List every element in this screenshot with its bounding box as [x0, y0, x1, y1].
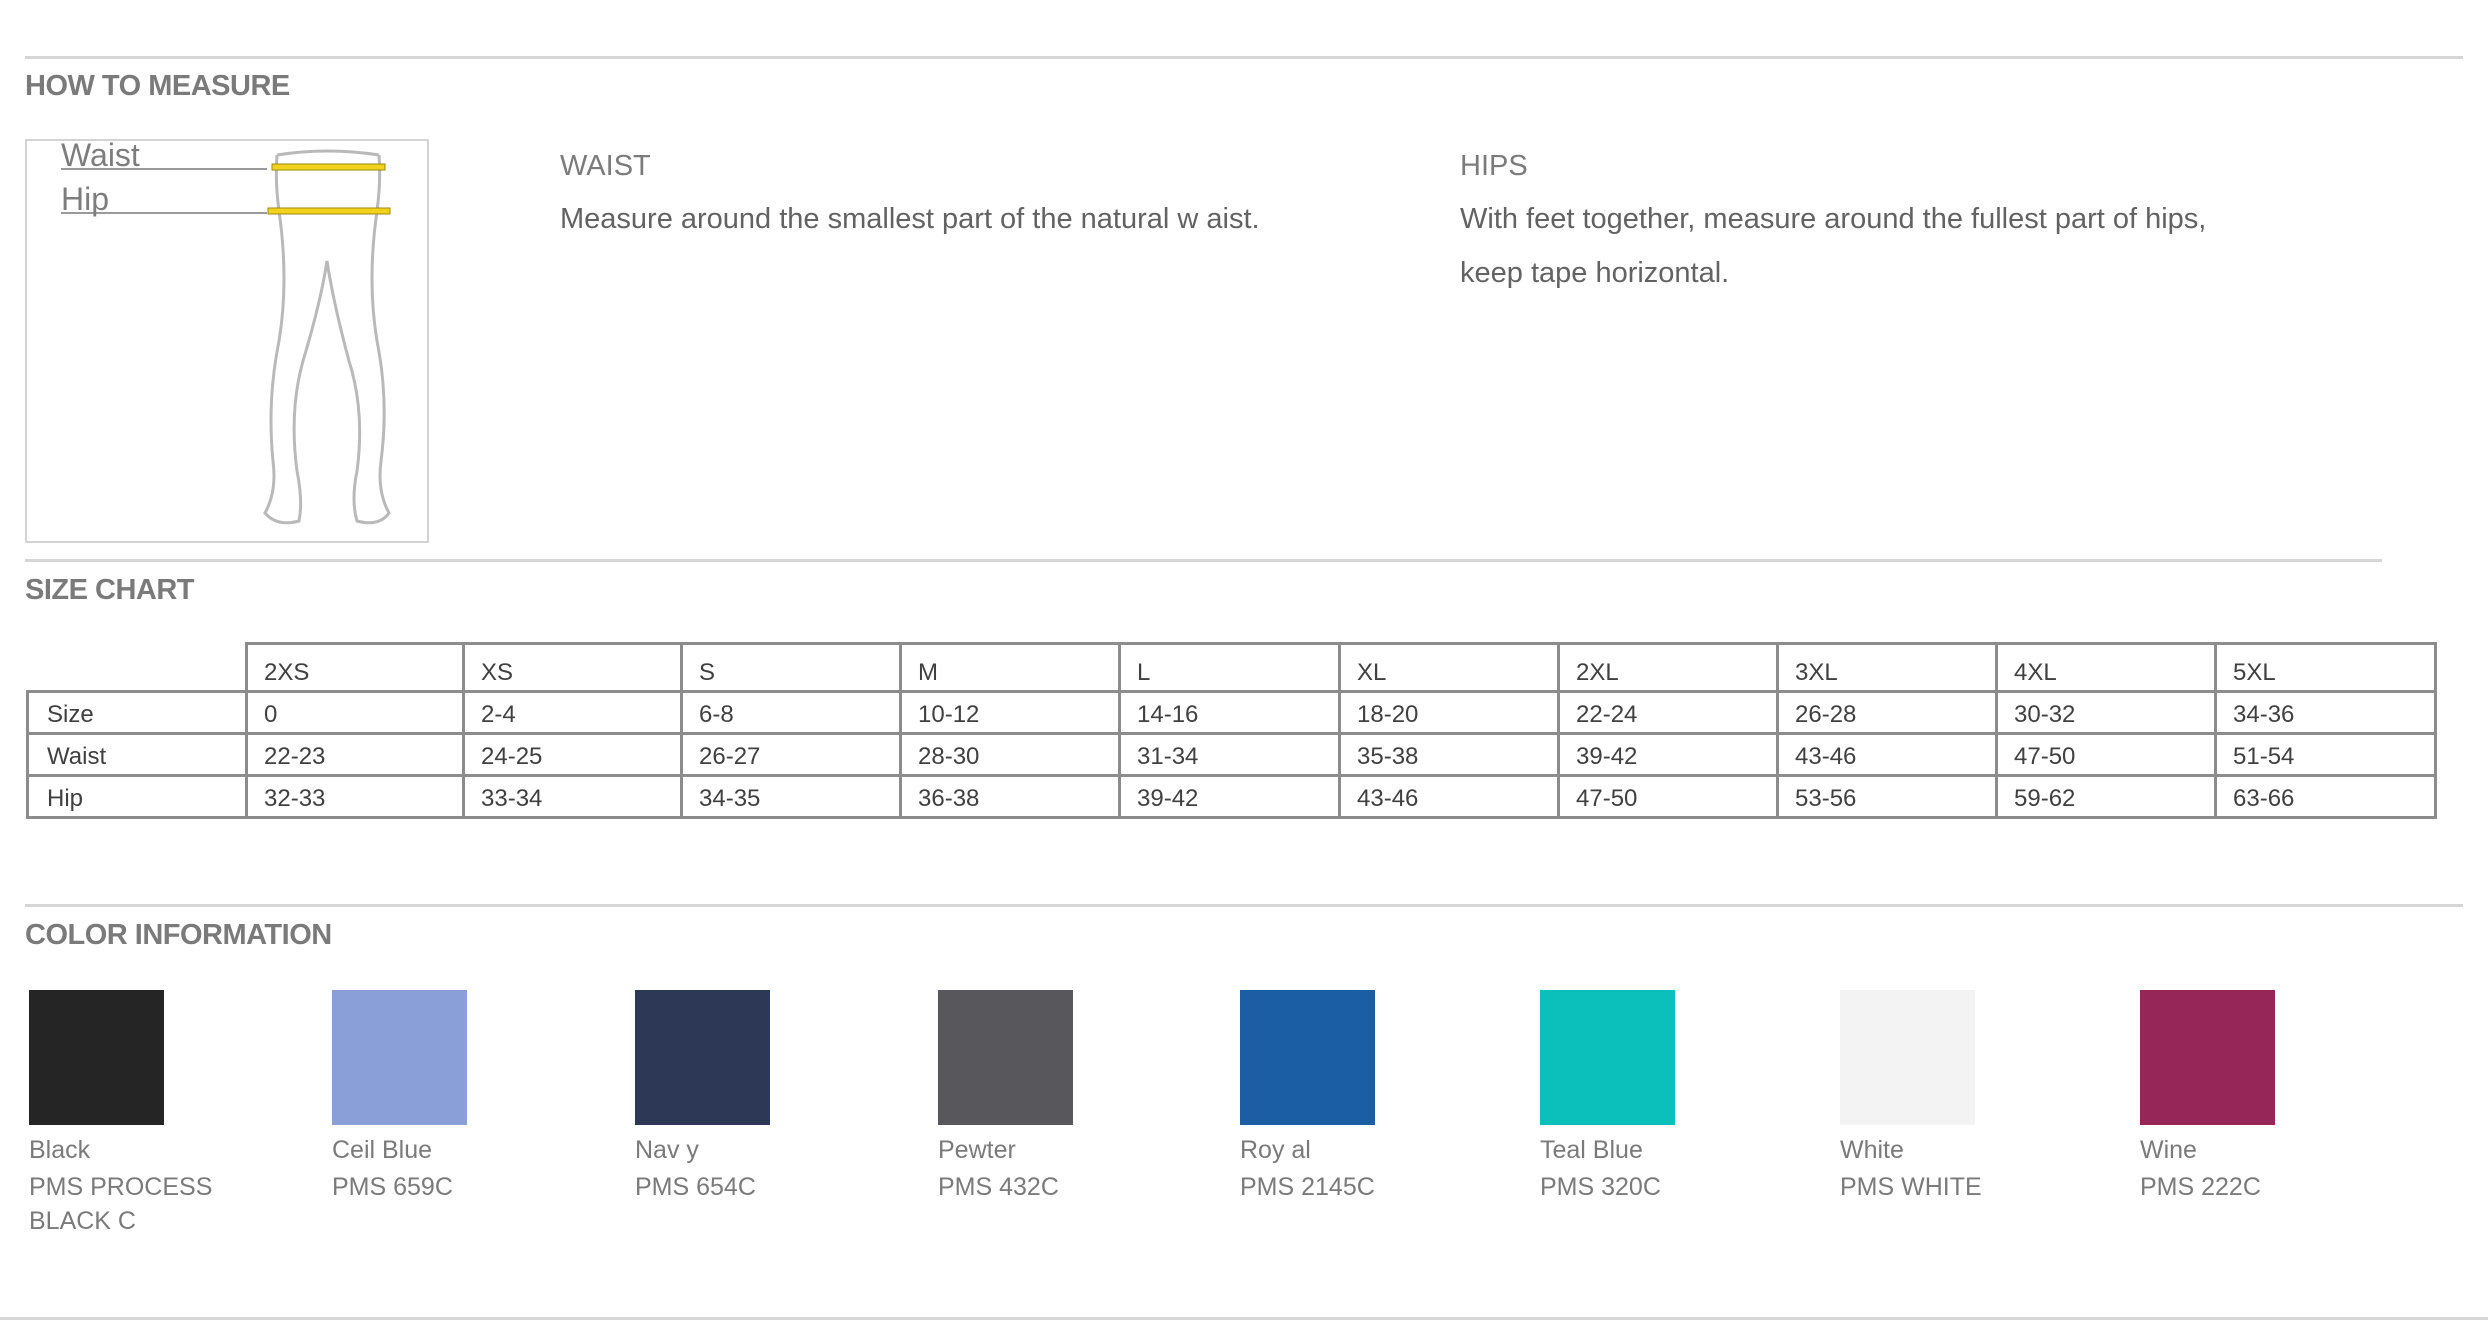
color-swatch-teal-blue: [1540, 990, 1675, 1201]
table-cell: 28-30: [901, 734, 1120, 776]
color-swatch-pewter: [938, 990, 1073, 1201]
table-row: [28, 776, 2436, 818]
swatch-color-box: [1240, 990, 1375, 1125]
bottom-divider: [0, 1317, 2488, 1320]
table-cell: 0: [247, 692, 464, 734]
color-name: White: [1840, 1136, 1904, 1164]
figure-waist-label: Waist: [61, 137, 140, 173]
swatch-color-box: [1840, 990, 1975, 1125]
table-cell: 34-35: [682, 776, 901, 818]
top-divider: [25, 56, 2463, 59]
table-cell: 53-56: [1778, 776, 1997, 818]
swatch-color-box: [2140, 990, 2275, 1125]
color-swatch-ceil-blue: [332, 990, 467, 1201]
color-pms: PMS 2145C: [1240, 1173, 1375, 1201]
hips-instructions-line2: keep tape horizontal.: [1460, 257, 1730, 289]
size-header: 2XL: [1559, 644, 1778, 692]
table-cell: 39-42: [1559, 734, 1778, 776]
color-name: Pewter: [938, 1136, 1016, 1164]
table-cell: 18-20: [1340, 692, 1559, 734]
color-name: Black: [29, 1136, 91, 1164]
hips-instructions-line1: With feet together, measure around the fullest part of hips,: [1460, 203, 2207, 235]
table-cell: 43-46: [1778, 734, 1997, 776]
table-row: [28, 692, 2436, 734]
table-corner: [28, 644, 247, 692]
table-cell: 36-38: [901, 776, 1120, 818]
swatch-color-box: [332, 990, 467, 1125]
color-info-divider: [25, 904, 2463, 907]
color-swatch-black: [29, 990, 213, 1235]
row-label: Waist: [28, 734, 247, 776]
color-pms: PMS 659C: [332, 1173, 453, 1201]
table-cell: 30-32: [1997, 692, 2216, 734]
waist-instructions: Measure around the smallest part of the natural w aist.: [560, 203, 1260, 235]
color-pms: PMS 432C: [938, 1173, 1059, 1201]
size-header: 4XL: [1997, 644, 2216, 692]
table-cell: 24-25: [464, 734, 682, 776]
color-swatch-navy: [635, 990, 770, 1201]
table-row: [28, 734, 2436, 776]
table-cell: 43-46: [1340, 776, 1559, 818]
size-header: 2XS: [247, 644, 464, 692]
color-swatch-white: [1840, 990, 1982, 1201]
swatch-color-box: [938, 990, 1073, 1125]
table-cell: 26-28: [1778, 692, 1997, 734]
color-pms: PMS 654C: [635, 1173, 756, 1201]
table-cell: 31-34: [1120, 734, 1340, 776]
color-name: Wine: [2140, 1136, 2197, 1164]
waist-heading: WAIST: [560, 150, 651, 182]
table-cell: 35-38: [1340, 734, 1559, 776]
color-pms: PMS PROCESS BLACK C: [29, 1173, 213, 1235]
color-pms: PMS 320C: [1540, 1173, 1661, 1201]
size-header: 5XL: [2216, 644, 2436, 692]
size-header: 3XL: [1778, 644, 1997, 692]
size-header: XL: [1340, 644, 1559, 692]
table-cell: 51-54: [2216, 734, 2436, 776]
color-name: Roy al: [1240, 1136, 1311, 1164]
size-header: L: [1120, 644, 1340, 692]
size-chart-divider: [25, 559, 2382, 562]
size-chart-title: SIZE CHART: [25, 574, 194, 606]
color-swatch-royal: [1240, 990, 1375, 1201]
color-pms: PMS 222C: [2140, 1173, 2261, 1201]
table-cell: 47-50: [1997, 734, 2216, 776]
how-to-measure-title: HOW TO MEASURE: [25, 70, 290, 102]
figure-hip-label: Hip: [61, 181, 110, 217]
table-cell: 63-66: [2216, 776, 2436, 818]
row-label: Hip: [28, 776, 247, 818]
color-name: Ceil Blue: [332, 1136, 433, 1164]
size-header: S: [682, 644, 901, 692]
measurement-figure: [25, 139, 429, 543]
color-swatch-wine: [2140, 990, 2275, 1201]
swatch-color-box: [1540, 990, 1675, 1125]
table-cell: 59-62: [1997, 776, 2216, 818]
table-cell: 34-36: [2216, 692, 2436, 734]
table-cell: 33-34: [464, 776, 682, 818]
size-chart-table: [26, 642, 2437, 819]
table-cell: 2-4: [464, 692, 682, 734]
table-cell: 22-23: [247, 734, 464, 776]
table-cell: 47-50: [1559, 776, 1778, 818]
size-header: M: [901, 644, 1120, 692]
table-cell: 14-16: [1120, 692, 1340, 734]
color-pms: PMS WHITE: [1840, 1173, 1982, 1201]
size-header: XS: [464, 644, 682, 692]
table-cell: 32-33: [247, 776, 464, 818]
row-label: Size: [28, 692, 247, 734]
color-name: Teal Blue: [1540, 1136, 1643, 1164]
size-header-row: [28, 644, 2436, 692]
table-cell: 26-27: [682, 734, 901, 776]
table-cell: 10-12: [901, 692, 1120, 734]
color-information-title: COLOR INFORMATION: [25, 919, 332, 951]
swatch-color-box: [635, 990, 770, 1125]
table-cell: 6-8: [682, 692, 901, 734]
swatch-color-box: [29, 990, 164, 1125]
table-cell: 39-42: [1120, 776, 1340, 818]
table-cell: 22-24: [1559, 692, 1778, 734]
hips-heading: HIPS: [1460, 150, 1528, 182]
color-name: Nav y: [635, 1136, 699, 1164]
